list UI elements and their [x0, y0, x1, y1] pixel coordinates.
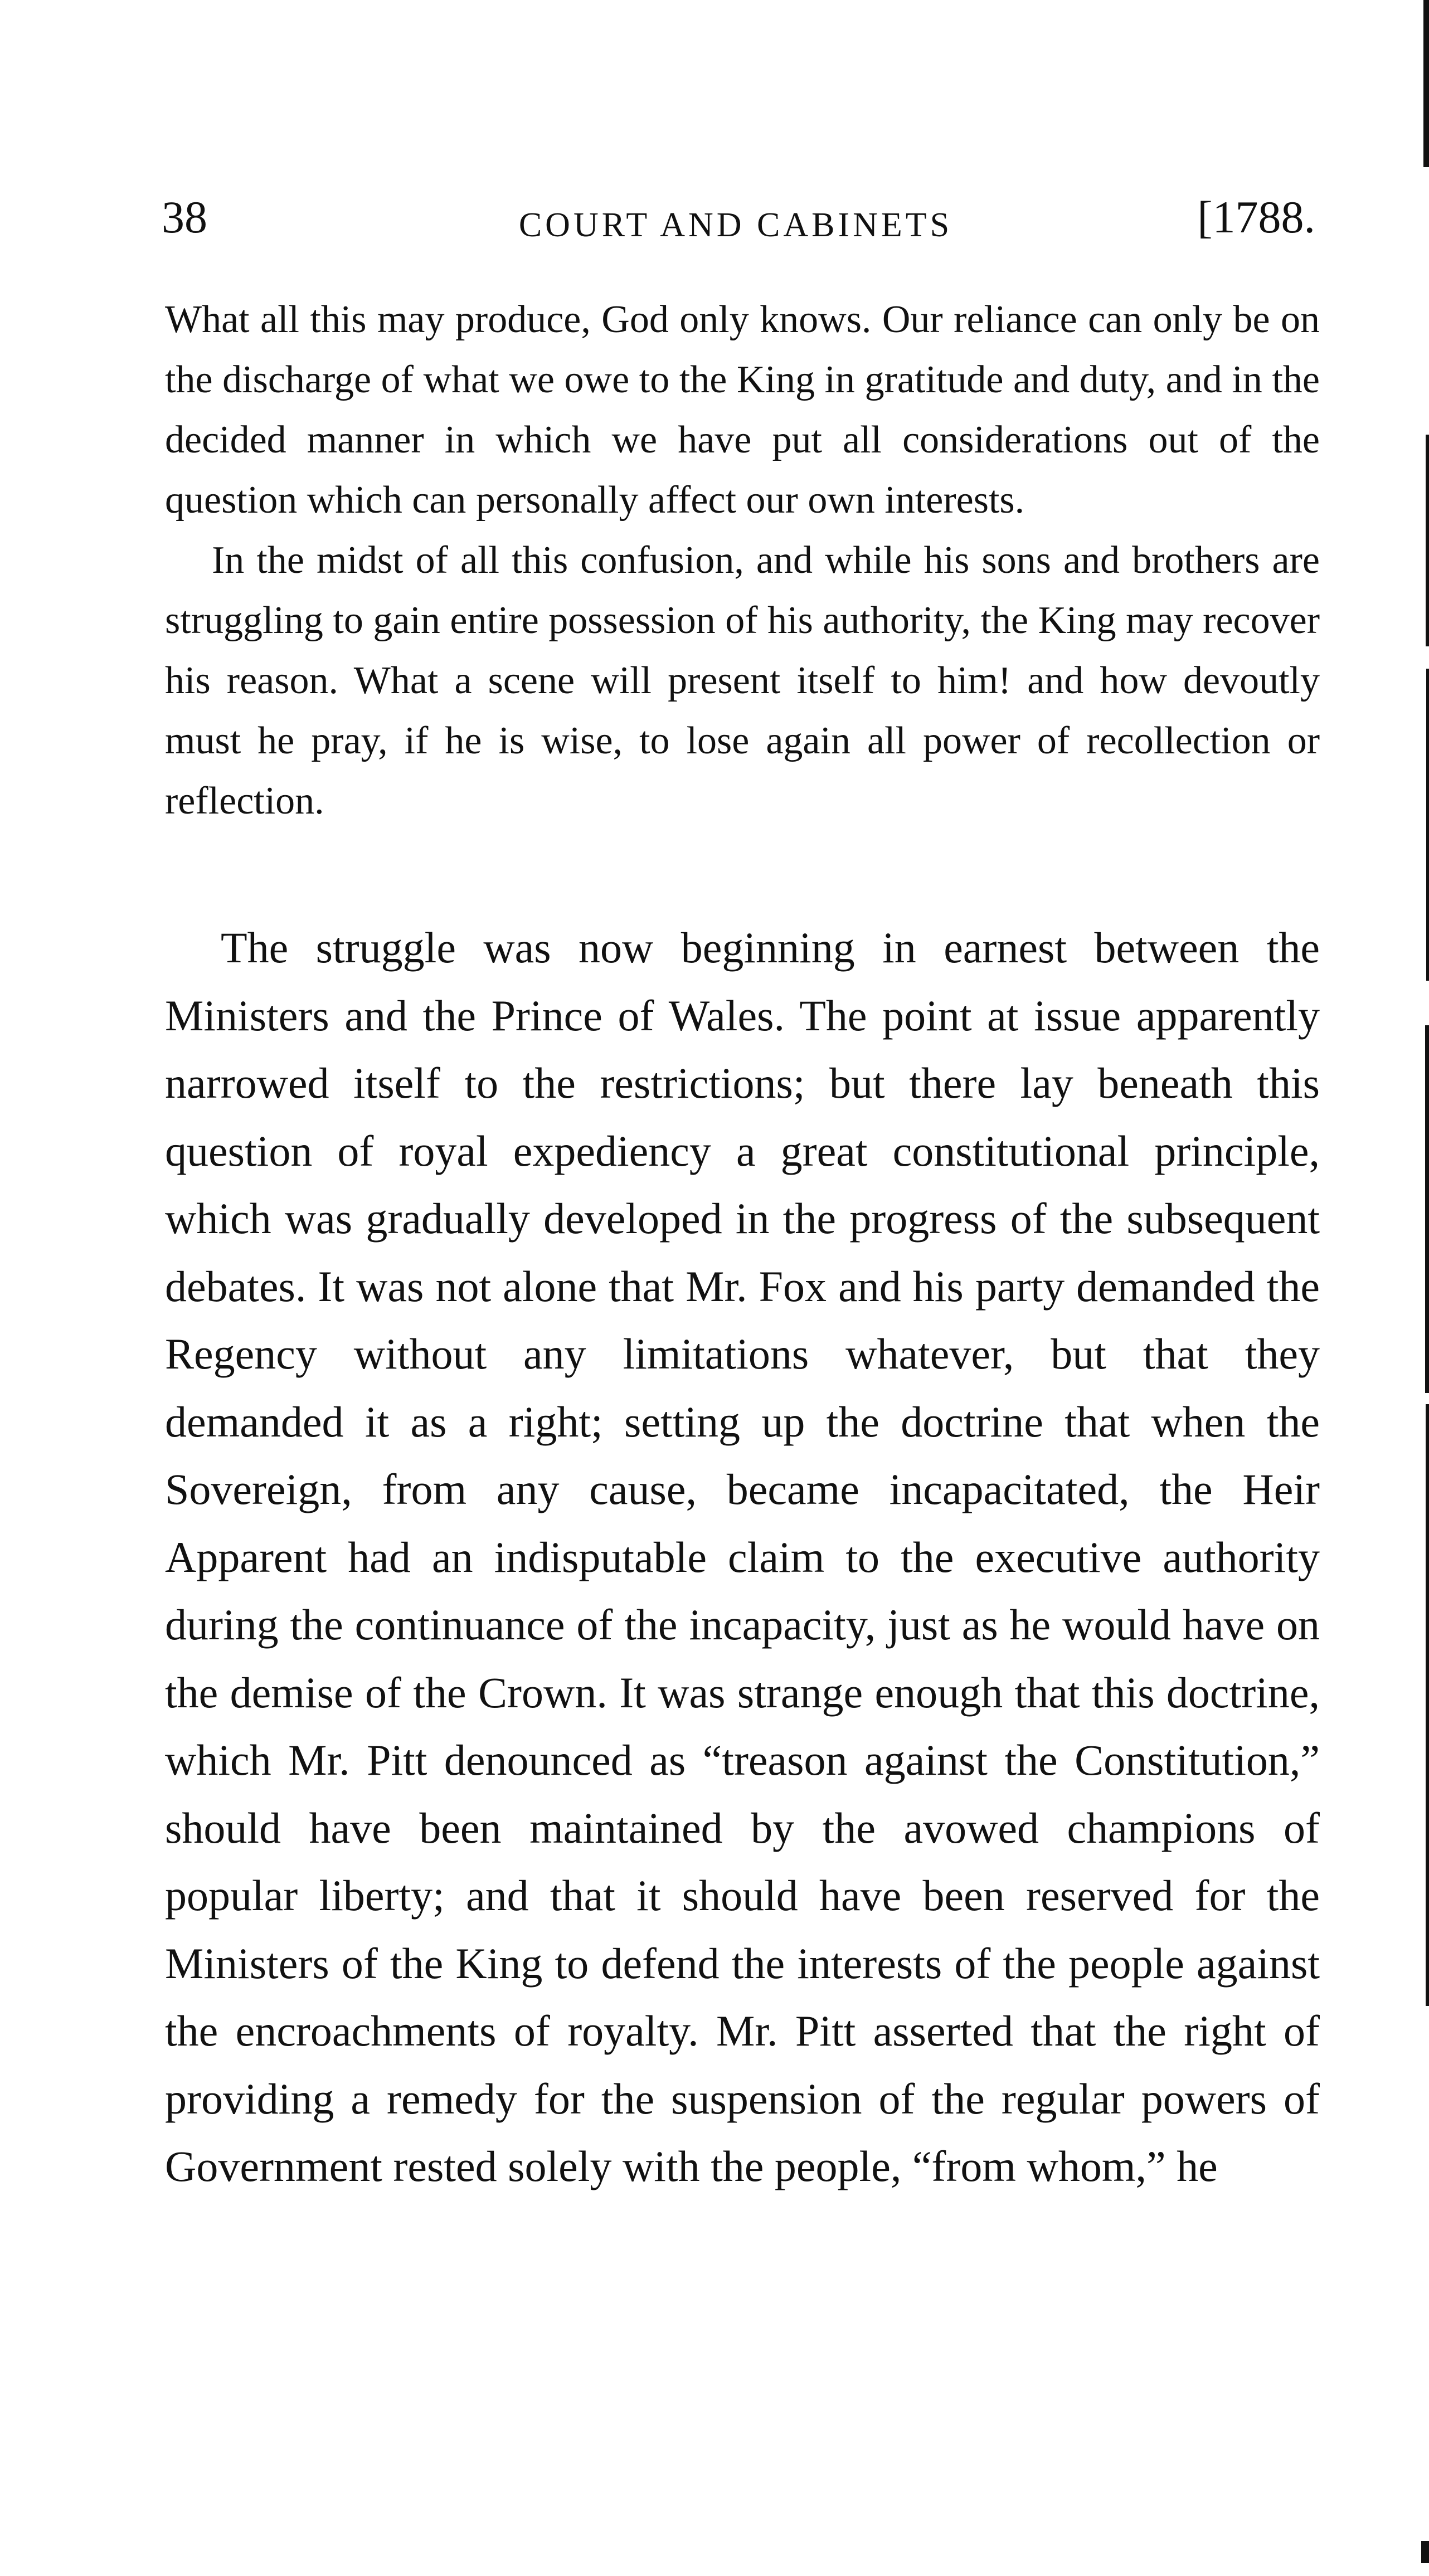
letter-extract	[165, 290, 1320, 831]
running-title: COURT AND CABINETS	[518, 206, 953, 244]
scan-edge-mark	[1425, 1025, 1429, 1393]
scan-edge-mark	[1426, 669, 1429, 981]
scan-edge-mark	[1421, 2541, 1429, 2563]
page-number: 38	[162, 192, 207, 242]
scan-edge-mark	[1426, 1404, 1429, 2006]
running-header	[156, 189, 1315, 256]
narrative-text	[165, 914, 1320, 2200]
scan-edge-mark	[1426, 435, 1429, 646]
letter-paragraph: What all this may produce, God only knows. Our reliance can only be on the discharge of what we owe to the King in gratitude and duty, and in the decided manner in which we have put all considerations out of the question which can personally affect our own interests.	[165, 298, 1320, 522]
scan-edge-mark	[1423, 0, 1429, 167]
running-year: [1788.	[1197, 192, 1315, 242]
letter-paragraph: In the midst of all this confusion, and while his sons and brothers are struggling to gain entire possession of his authority, the King may recover his reason. What a scene will present itself to him! and how devoutly must he pray, if he is wise, to lose again all power of recollection or reflection.	[165, 539, 1320, 822]
narrative-paragraph: The struggle was now beginning in earnest between the Ministers and the Prince of Wales. The point at issue apparently narrowed itself to the restrictions; but there lay beneath this question of royal expediency a great constitutional principle, which was gradually developed in the progress of the subsequent debates. It was not alone that Mr. Fox and his party demanded the Regency without any limitations whatever, but that they demanded it as a right; setting up the doctrine that when the Sovereign, from any cause, became incapacitated, the Heir Apparent had an indisputable claim to the executive authority during the continuance of the incapacity, just as he would have on the demise of the Crown. It was strange enough that this doctrine, which Mr. Pitt denounced as “treason against the Constitution,” should have been maintained by the avowed champions of popular liberty; and that it should have been reserved for the Ministers of the King to defend the interests of the people against the encroachments of royalty. Mr. Pitt asserted that the right of providing a remedy for the suspension of the regular powers of Government rested solely with the people, “from whom,” he	[165, 923, 1320, 2190]
